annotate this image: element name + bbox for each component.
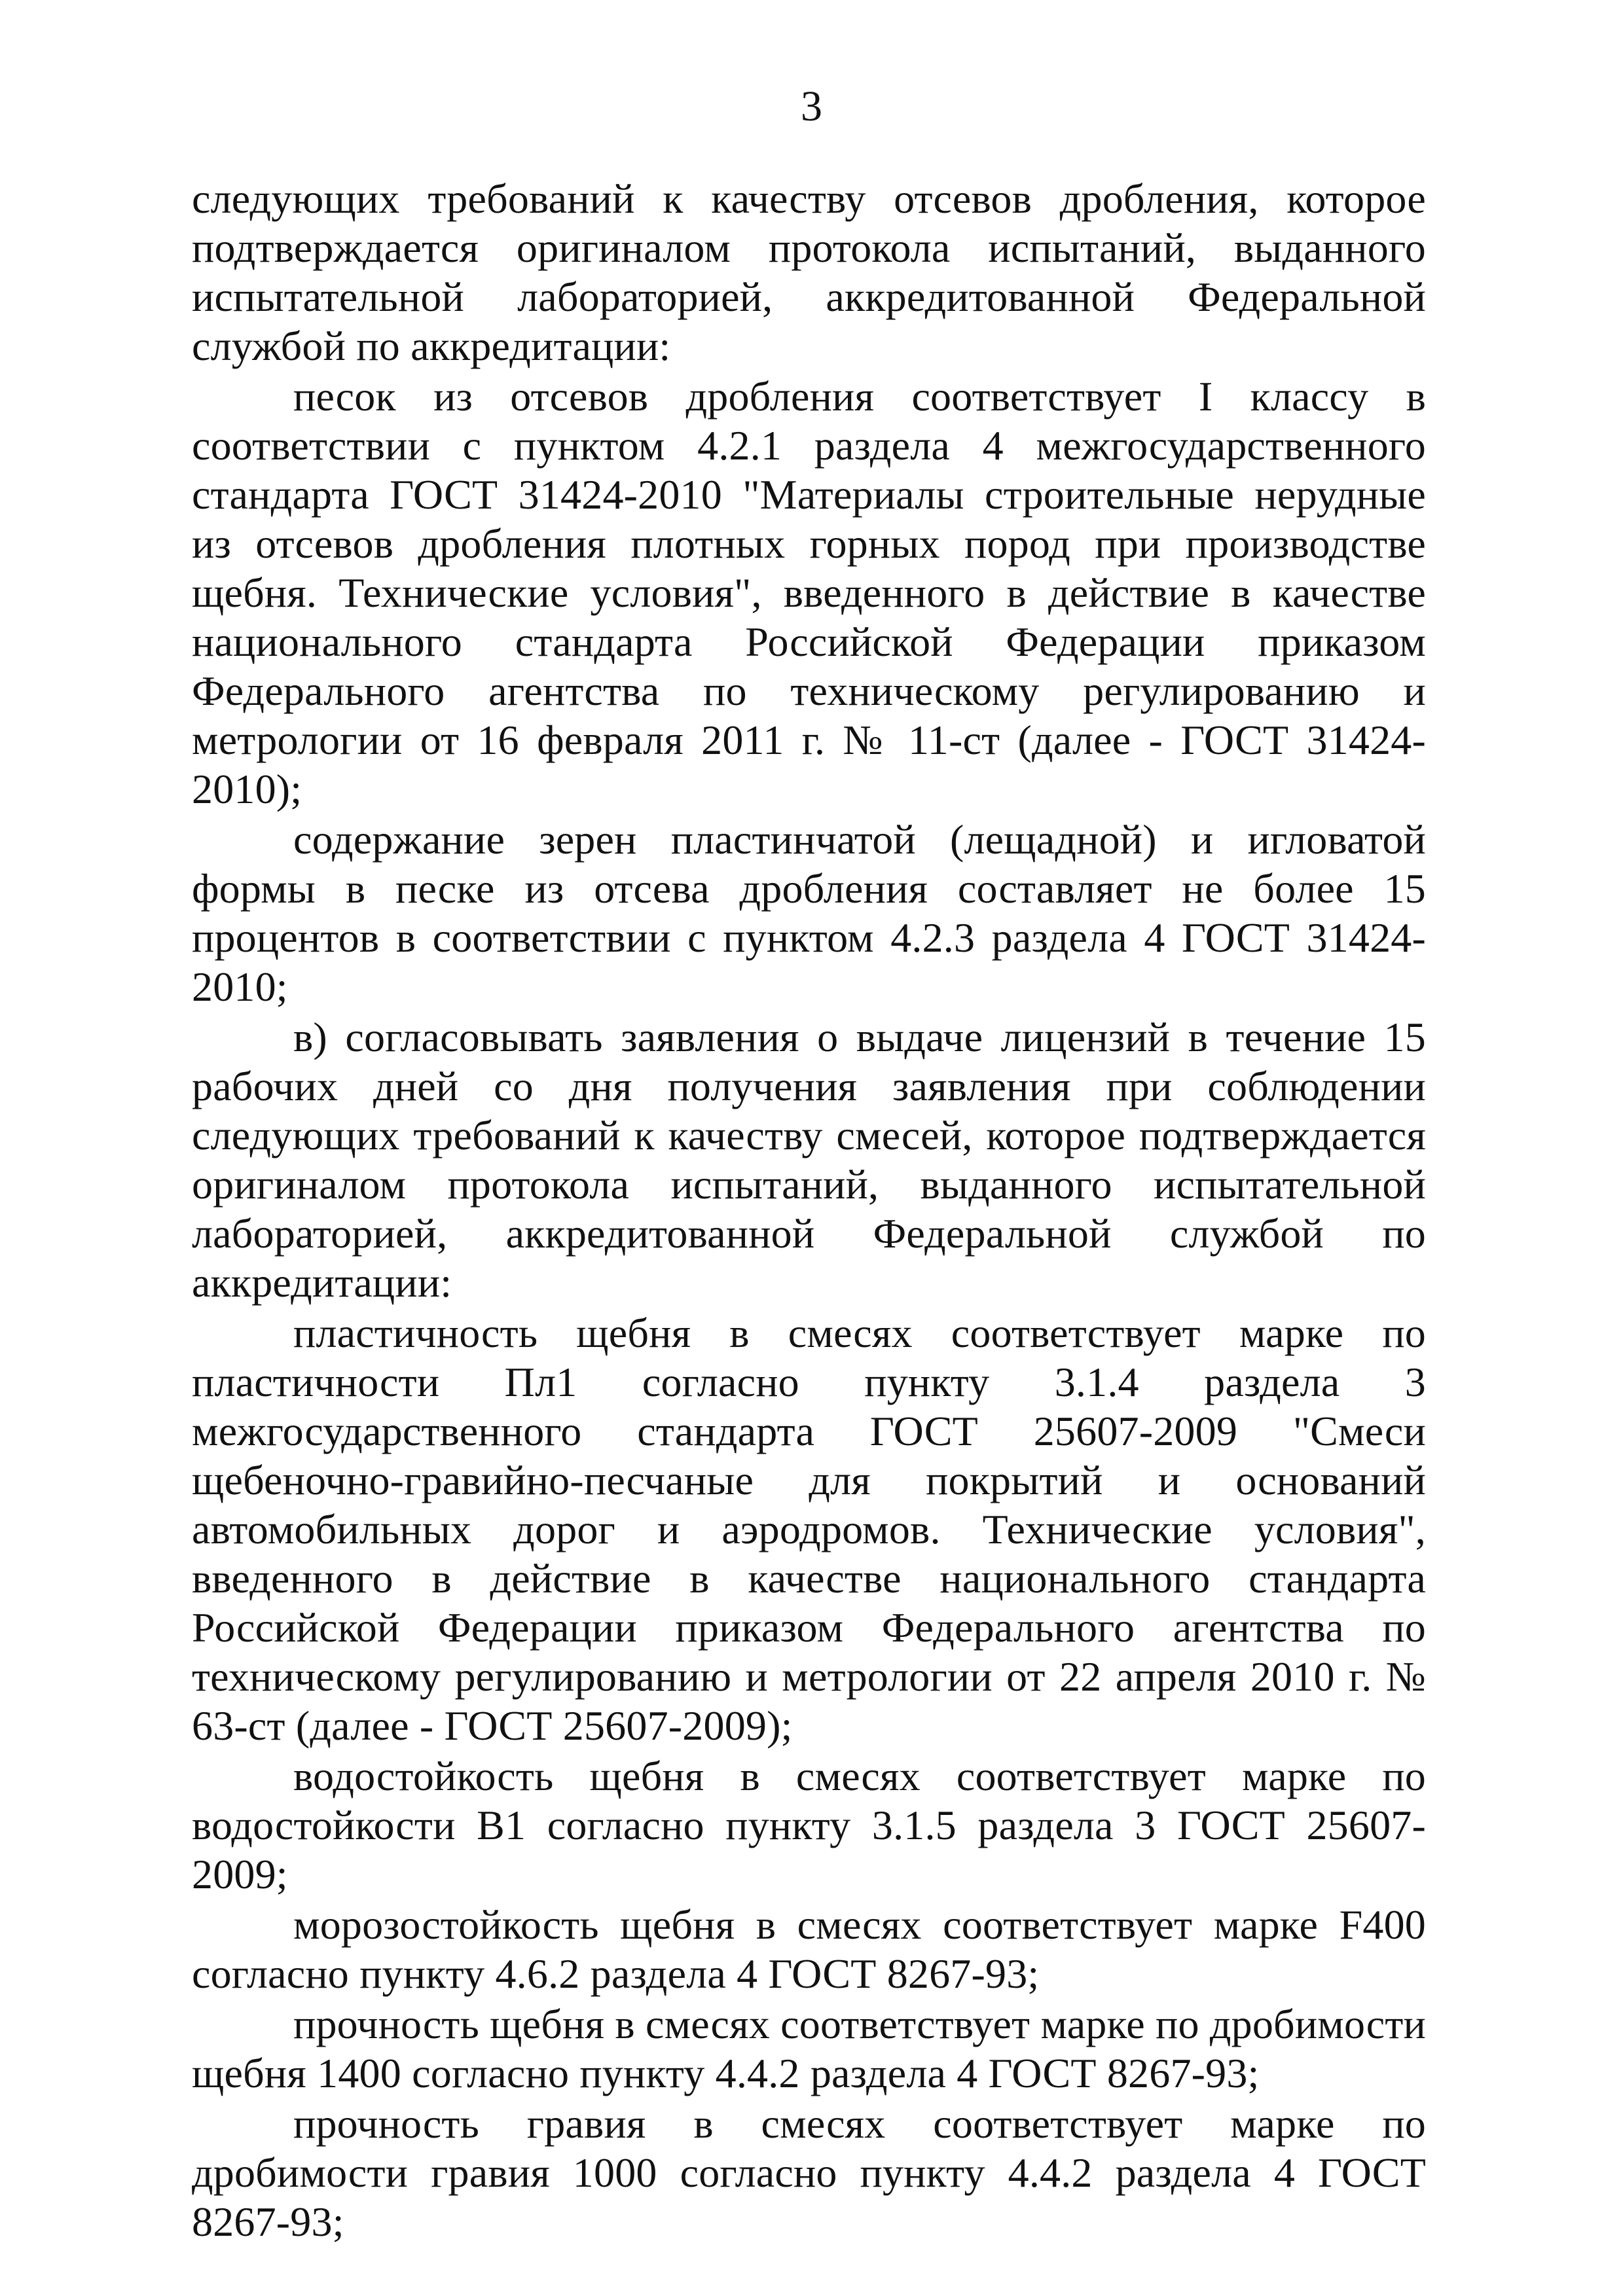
document-body [192, 174, 1426, 2248]
paragraph-gravel-strength: прочность гравия в смесях соответствует марке по дробимости гравия 1000 согласно пункту 4.4.2 раздела 4 ГОСТ 8267-93; [192, 2100, 1426, 2245]
paragraph-grain-shape: содержание зерен пластинчатой (лещадной) и игловатой формы в песке из отсева дробления составляет не более 15 процентов в соответствии с пунктом 4.2.3 раздела 4 ГОСТ 31424-2010; [192, 816, 1426, 1010]
paragraph-crushed-stone-strength: прочность щебня в смесях соответствует марке по дробимости щебня 1400 согласно пункту 4.4.2 раздела 4 ГОСТ 8267-93; [192, 2001, 1426, 2096]
page-number: 3 [801, 82, 822, 130]
paragraph-plasticity: пластичность щебня в смесях соответствует марке по пластичности Пл1 согласно пункту 3.1.4 раздела 3 межгосударственного стандарта ГОСТ 25607-2009 "Смеси щебеночно-гравийно-песчаные для покрытий и оснований автомобильных дорог и аэродромов. Технические условия", введенного в действие в качестве национального стандарта Российской Федерации приказом Федерального агентства по техническому регулированию и метрологии от 22 апреля 2010 г. № 63-ст (далее - ГОСТ 25607-2009); [192, 1310, 1426, 1749]
paragraph-item-v: в) согласовывать заявления о выдаче лицензий в течение 15 рабочих дней со дня получения заявления при соблюдении следующих требований к качеству смесей, которое подтверждается оригиналом протокола испытаний, выданного испытательной лабораторией, аккредитованной Федеральной службой по аккредитации: [192, 1014, 1426, 1306]
paragraph-water-resistance: водостойкость щебня в смесях соответствует марке по водостойкости В1 согласно пункту 3.1.5 раздела 3 ГОСТ 25607-2009; [192, 1753, 1426, 1897]
paragraph-sand-class: песок из отсевов дробления соответствует I классу в соответствии с пунктом 4.2.1 раздела 4 межгосударственного стандарта ГОСТ 31424-2010 "Материалы строительные нерудные из отсевов дробления плотных горных пород при производстве щебня. Технические условия", введенного в действие в качестве национального стандарта Российской Федерации приказом Федерального агентства по техническому регулированию и метрологии от 16 февраля 2011 г. № 11-ст (далее - ГОСТ 31424-2010); [192, 373, 1426, 812]
paragraph-requirements-screenings: следующих требований к качеству отсевов дробления, которое подтверждается оригиналом протокола испытаний, выданного испытательной лабораторией, аккредитованной Федеральной службой по аккредитации: [192, 175, 1426, 369]
paragraph-frost-resistance: морозостойкость щебня в смесях соответствует марке F400 согласно пункту 4.6.2 раздела 4 ГОСТ 8267-93; [192, 1901, 1426, 1997]
